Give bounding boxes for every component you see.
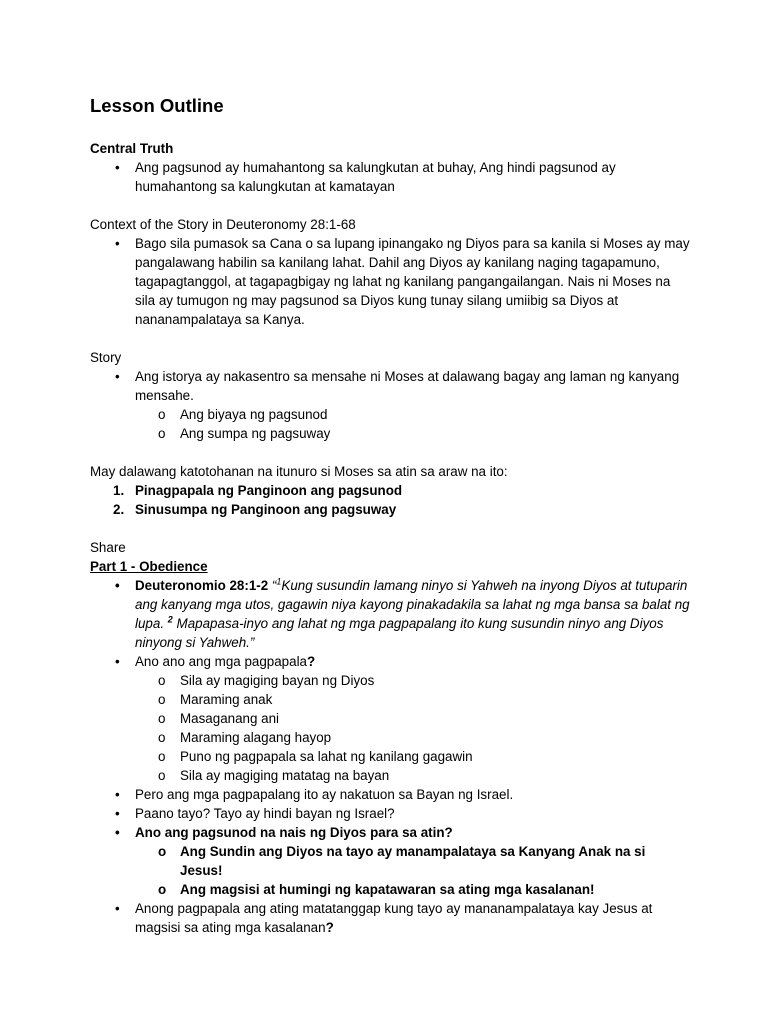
item-number: 1. bbox=[113, 483, 125, 498]
blessing-text: Puno ng pagpapala sa lahat ng kanilang gagawin bbox=[180, 749, 473, 764]
blessing-text: Sila ay magiging bayan ng Diyos bbox=[180, 673, 375, 688]
bullet-icon: • bbox=[115, 806, 120, 821]
sublist-item bbox=[135, 405, 690, 424]
israel-text: Pero ang mga pagpapalang ito ay nakatuon sa Bayan ng Israel. bbox=[135, 787, 514, 802]
part-title: Part 1 - Obedience bbox=[90, 559, 208, 574]
page-title: Lesson Outline bbox=[90, 95, 224, 116]
blessings-question: Ano ano ang mga pagpapala bbox=[135, 654, 307, 669]
circle-bullet-icon: o bbox=[158, 426, 166, 441]
sublist-item bbox=[135, 671, 690, 690]
circle-bullet-icon: o bbox=[158, 749, 166, 764]
list-item bbox=[90, 804, 690, 823]
context-text: Bago sila pumasok sa Cana o sa lupang ipinangako ng Diyos para sa kanila si Moses ay may pangalawang habilin sa kanilang lahat. Dahil ang Diyos ay kanilang naging tagapamuno, tagapagtanggol, at tagapagbigay ng lahat ng kanilang pangangailangan. Nais ni Moses na sila ay tumugon ng may pagsunod sa Diyos kung tunay silang umiibig sa Diyos at nananampalataya sa Kanya. bbox=[135, 236, 690, 327]
story-text: Ang istorya ay nakasentro sa mensahe ni Moses at dalawang bagay ang laman ng kanyang mensahe. bbox=[135, 369, 680, 403]
verse-reference: Deuteronomio 28:1-2 bbox=[135, 578, 269, 593]
sublist-item bbox=[135, 709, 690, 728]
list-item bbox=[90, 785, 690, 804]
blessing-text: Maraming alagang hayop bbox=[180, 730, 332, 745]
list-item bbox=[90, 899, 690, 937]
paano-text: Paano tayo? Tayo ay hindi bayan ng Israel? bbox=[135, 806, 395, 821]
bullet-icon: • bbox=[115, 654, 120, 669]
truths-intro: May dalawang katotohanan na itunuro si Moses sa atin sa araw na ito: bbox=[90, 464, 508, 479]
circle-bullet-icon: o bbox=[158, 768, 166, 783]
verse-text: Mapapasa-inyo ang lahat ng mga pagpapalang ito kung susundin ninyo ang Diyos ninyong si Yahweh.” bbox=[135, 616, 664, 650]
last-question: Anong pagpapala ang ating matatanggap kung tayo ay mananampalataya kay Jesus at magsisi sa ating mga kasalanan bbox=[135, 901, 653, 935]
bullet-icon: • bbox=[115, 369, 120, 384]
context-heading: Context of the Story in Deuteronomy 28:1-68 bbox=[90, 217, 356, 232]
story-list bbox=[90, 367, 690, 443]
blessing-text: Masaganang ani bbox=[180, 711, 280, 726]
story-heading: Story bbox=[90, 350, 122, 365]
list-item bbox=[90, 576, 690, 652]
circle-bullet-icon: o bbox=[158, 711, 166, 726]
circle-bullet-icon: o bbox=[158, 673, 166, 688]
bullet-icon: • bbox=[115, 578, 120, 593]
item-number: 2. bbox=[113, 502, 125, 517]
obedience-question: Ano ang pagsunod na nais ng Diyos para sa atin? bbox=[135, 825, 453, 840]
circle-bullet-icon: o bbox=[158, 844, 167, 859]
verse-text: Kung susundin lamang ninyo si Yahweh na inyong Diyos at tutuparin ang kanyang mga utos, gagawin niya kayong pinakadakila sa lahat ng mga bansa sa balat ng lupa bbox=[135, 578, 690, 631]
obedience-text: Ang Sundin ang Diyos na tayo ay manampalataya sa Kanyang Anak na si Jesus! bbox=[180, 844, 646, 878]
circle-bullet-icon: o bbox=[158, 882, 167, 897]
central-truth-text: Ang pagsunod ay humahantong sa kalungkutan at buhay, Ang hindi pagsunod ay humahantong sa kalungkutan at kamatayan bbox=[135, 160, 616, 194]
sublist-item bbox=[135, 766, 690, 785]
question-mark: ? bbox=[325, 920, 334, 935]
bullet-icon: • bbox=[115, 825, 120, 840]
question-mark: ? bbox=[307, 654, 316, 669]
central-truth-heading: Central Truth bbox=[90, 141, 174, 156]
bullet-icon: • bbox=[115, 236, 120, 251]
verse-number: 1 bbox=[276, 576, 282, 587]
obedience-text: Ang magsisi at humingi ng kapatawaran sa ating mga kasalanan! bbox=[180, 882, 595, 897]
story-subitem-text: Ang sumpa ng pagsuway bbox=[180, 426, 331, 441]
verse-number: 2 bbox=[167, 614, 173, 625]
item-text: Sinusumpa ng Panginoon ang pagsuway bbox=[135, 502, 397, 517]
numbered-item bbox=[90, 481, 690, 500]
blessing-text: Maraming anak bbox=[180, 692, 273, 707]
obedience-list bbox=[135, 842, 690, 899]
list-item bbox=[90, 367, 690, 443]
story-sublist bbox=[135, 405, 690, 443]
sublist-item bbox=[135, 690, 690, 709]
sublist-item bbox=[135, 842, 690, 880]
circle-bullet-icon: o bbox=[158, 692, 166, 707]
bullet-icon: • bbox=[115, 901, 120, 916]
share-list bbox=[90, 576, 690, 937]
central-truth-list bbox=[90, 158, 690, 196]
list-item bbox=[90, 158, 690, 196]
context-list bbox=[90, 234, 690, 329]
sublist-item bbox=[135, 880, 690, 899]
list-item bbox=[90, 652, 690, 785]
sublist-item bbox=[135, 747, 690, 766]
truths-list bbox=[90, 481, 690, 519]
numbered-item bbox=[90, 500, 690, 519]
circle-bullet-icon: o bbox=[158, 730, 166, 745]
blessing-text: Sila ay magiging matatag na bayan bbox=[180, 768, 390, 783]
sublist-item bbox=[135, 424, 690, 443]
sublist-item bbox=[135, 728, 690, 747]
item-text: Pinagpapala ng Panginoon ang pagsunod bbox=[135, 483, 403, 498]
verse-period: . bbox=[160, 616, 165, 631]
circle-bullet-icon: o bbox=[158, 407, 166, 422]
story-subitem-text: Ang biyaya ng pagsunod bbox=[180, 407, 328, 422]
list-item bbox=[90, 234, 690, 329]
blessings-list bbox=[135, 671, 690, 785]
verse-open-quote: “ bbox=[271, 578, 277, 593]
document-body bbox=[90, 94, 690, 937]
bullet-icon: • bbox=[115, 160, 120, 175]
bullet-icon: • bbox=[115, 787, 120, 802]
share-heading: Share bbox=[90, 540, 126, 555]
list-item bbox=[90, 823, 690, 899]
